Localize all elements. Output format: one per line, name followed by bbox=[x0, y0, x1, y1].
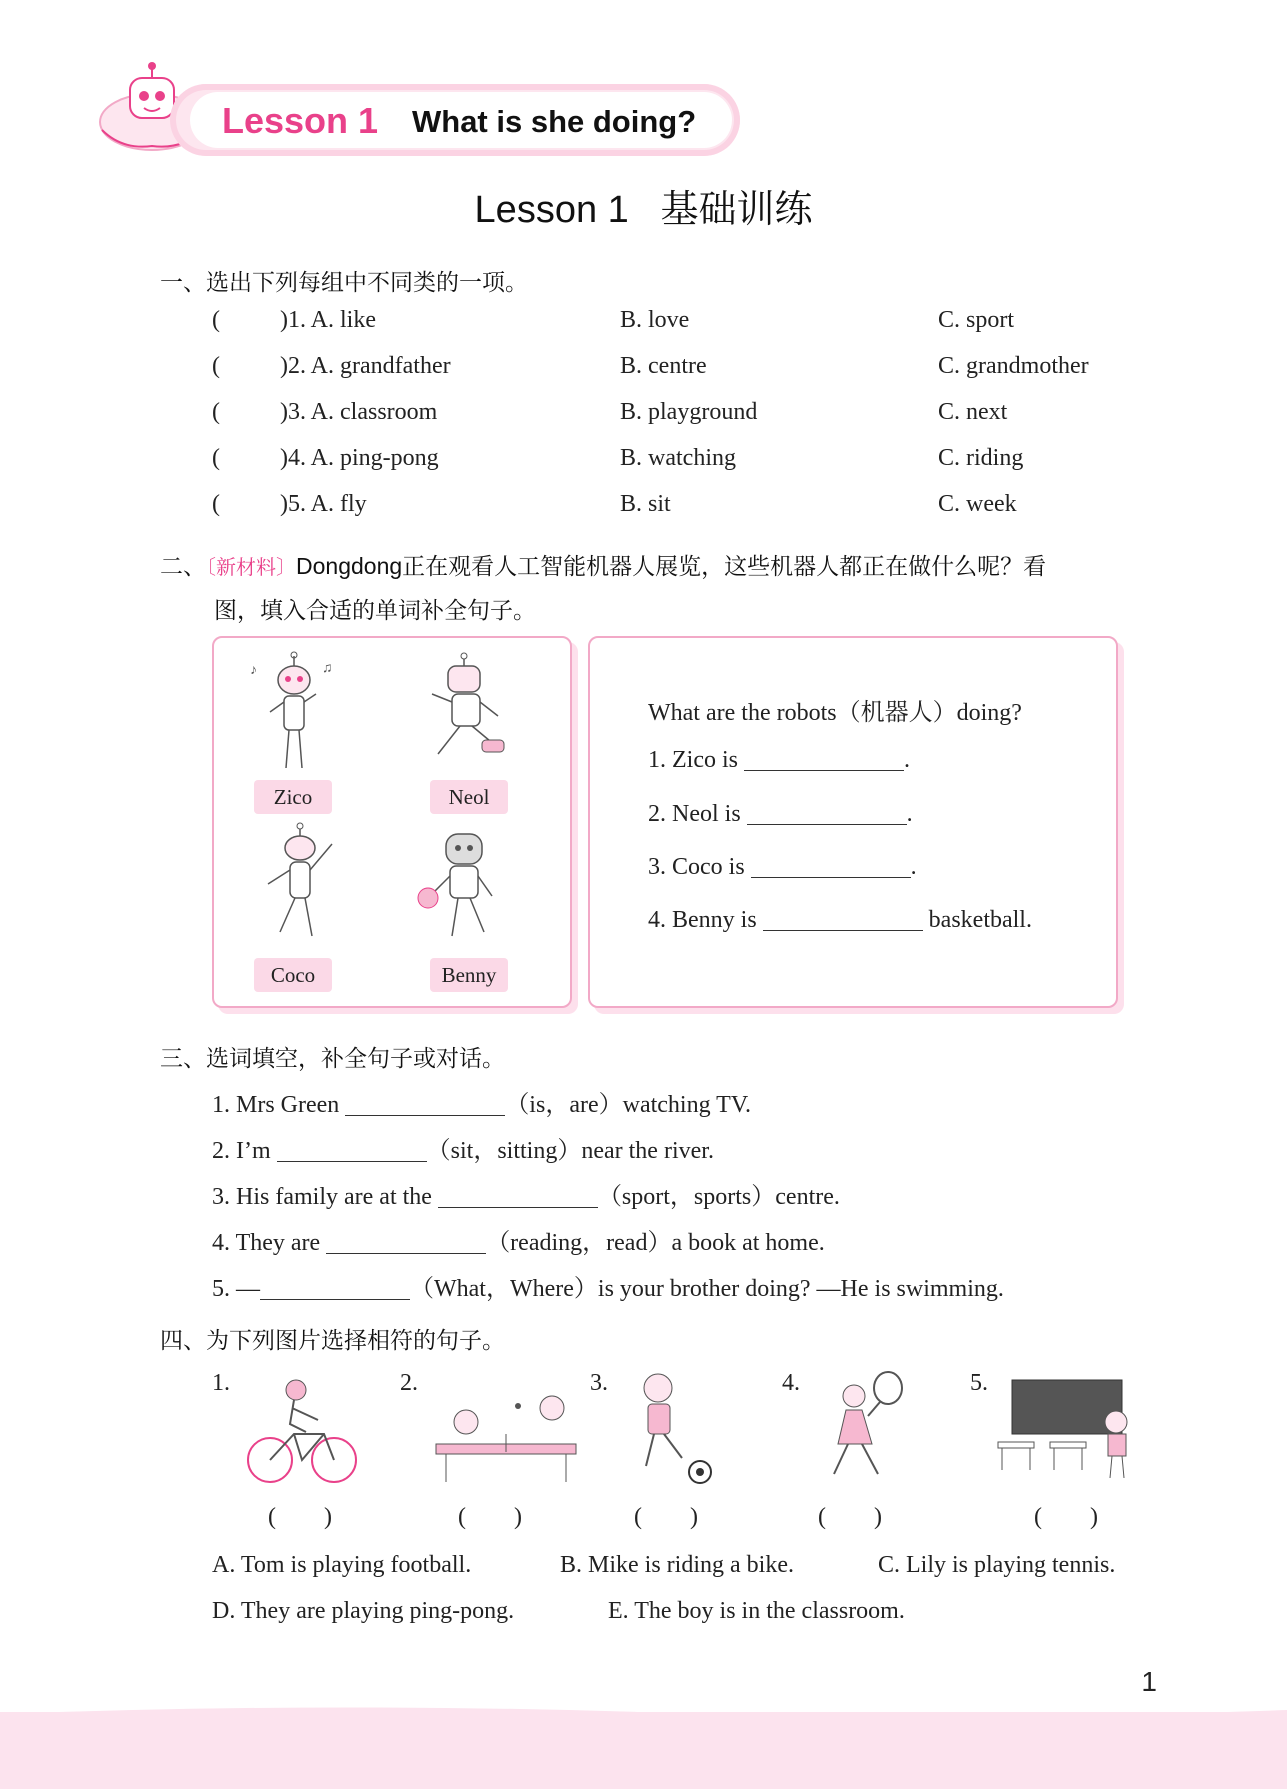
sentence-start: 5. — bbox=[212, 1276, 260, 1302]
fill-blank[interactable] bbox=[744, 744, 904, 771]
robot-name-label: Benny bbox=[430, 958, 508, 992]
sentence-end: basketball. bbox=[928, 907, 1032, 933]
footer-band bbox=[0, 1712, 1287, 1789]
option-b: B. sit bbox=[620, 491, 671, 517]
sentence-end: （sit，sitting）near the river. bbox=[426, 1138, 714, 1164]
lesson-title: What is she doing? bbox=[412, 104, 697, 139]
robot-name-label: Neol bbox=[430, 780, 508, 814]
section2-prefix: 二、 bbox=[160, 553, 206, 579]
section2-title-line2: 图，填入合适的单词补全句子。 bbox=[214, 597, 536, 623]
picture-riding-bike bbox=[244, 1374, 360, 1490]
fill-blank[interactable] bbox=[326, 1227, 486, 1254]
section3-item bbox=[212, 1176, 840, 1211]
section2-title bbox=[160, 548, 1046, 581]
section3-item bbox=[212, 1268, 1004, 1303]
section1-title: 一、选出下列每组中不同类的一项。 bbox=[160, 269, 528, 295]
robots-question: What are the robots（机器人）doing? bbox=[648, 700, 1022, 726]
fill-blank[interactable] bbox=[345, 1089, 505, 1116]
answer-paren[interactable]: ( bbox=[212, 307, 220, 333]
page-number: 1 bbox=[1141, 1666, 1157, 1697]
fill-blank[interactable] bbox=[747, 798, 907, 825]
option-a: )3. A. classroom bbox=[280, 399, 438, 425]
sentence-start: 1. Zico is bbox=[648, 747, 738, 773]
answer-paren[interactable]: ( bbox=[212, 491, 220, 517]
sentence-end: （is，are）watching TV. bbox=[505, 1092, 752, 1118]
robot-coco-figure bbox=[250, 820, 350, 950]
sentence-end: . bbox=[904, 747, 910, 773]
answer-paren[interactable]: ( ) bbox=[818, 1504, 882, 1530]
sentence-start: 4. They are bbox=[212, 1230, 321, 1256]
answer-paren[interactable]: ( ) bbox=[458, 1504, 522, 1530]
answer-paren[interactable]: ( ) bbox=[1034, 1504, 1098, 1530]
robot-zico-figure bbox=[244, 650, 344, 780]
robot-sentence bbox=[648, 904, 1032, 934]
section1-row bbox=[212, 307, 376, 334]
option-b: B. playground bbox=[620, 399, 758, 425]
sentence-end: （sport，sports）centre. bbox=[597, 1184, 840, 1210]
picture-football bbox=[620, 1370, 720, 1490]
picture-tennis bbox=[812, 1370, 912, 1490]
option-a: )5. A. fly bbox=[280, 491, 367, 517]
option-c: C. sport bbox=[938, 307, 1015, 333]
section1-row bbox=[212, 491, 367, 518]
sentence-end: . bbox=[910, 854, 917, 880]
sentence-start: 2. I’m bbox=[212, 1138, 271, 1164]
section1-row bbox=[212, 399, 437, 426]
answer-paren[interactable]: ( bbox=[212, 353, 220, 379]
option-c: C. riding bbox=[938, 445, 1024, 471]
section2-title-line1: Dongdong正在观看人工智能机器人展览，这些机器人都正在做什么呢？看 bbox=[296, 553, 1047, 579]
sentence-start: 3. His family are at the bbox=[212, 1184, 432, 1210]
answer-option: E. The boy is in the classroom. bbox=[608, 1598, 905, 1624]
section4-title: 四、为下列图片选择相符的句子。 bbox=[160, 1327, 505, 1353]
robot-sentence bbox=[648, 744, 910, 774]
answer-paren[interactable]: ( bbox=[212, 445, 220, 471]
sentence-end: （What，Where）is your brother doing? —He is swimming. bbox=[410, 1276, 1004, 1302]
sentence-start: 4. Benny is bbox=[648, 907, 757, 933]
picture-number: 5. bbox=[970, 1370, 988, 1396]
robot-sentence bbox=[648, 798, 913, 828]
section3-title: 三、选词填空，补全句子或对话。 bbox=[160, 1045, 505, 1071]
option-b: B. centre bbox=[620, 353, 707, 379]
sentence-end: . bbox=[906, 801, 913, 827]
option-b: B. love bbox=[620, 307, 690, 333]
lesson-tag: Lesson 1 bbox=[222, 100, 379, 141]
picture-number: 2. bbox=[400, 1370, 418, 1396]
robot-benny-figure bbox=[414, 826, 514, 952]
option-a: )2. A. grandfather bbox=[280, 353, 451, 379]
picture-number: 4. bbox=[782, 1370, 800, 1396]
section3-item bbox=[212, 1130, 714, 1165]
fill-blank[interactable] bbox=[763, 904, 923, 931]
picture-classroom bbox=[994, 1376, 1154, 1486]
answer-option: D. They are playing ping-pong. bbox=[212, 1598, 515, 1624]
picture-number: 1. bbox=[212, 1370, 230, 1396]
fill-blank[interactable] bbox=[260, 1273, 410, 1300]
option-c: C. grandmother bbox=[938, 353, 1089, 379]
robot-neol-figure bbox=[412, 650, 522, 780]
picture-ping-pong bbox=[426, 1386, 586, 1486]
sentence-end: （reading，read）a book at home. bbox=[486, 1230, 825, 1256]
answer-option: C. Lily is playing tennis. bbox=[878, 1552, 1116, 1578]
option-a: )1. A. like bbox=[280, 307, 376, 333]
section1-row bbox=[212, 353, 451, 380]
option-c: C. week bbox=[938, 491, 1017, 517]
answer-paren[interactable]: ( ) bbox=[634, 1504, 698, 1530]
robot-name-label: Zico bbox=[254, 780, 332, 814]
page-title: Lesson 1 基础训练 bbox=[474, 189, 813, 231]
section3-item bbox=[212, 1084, 751, 1119]
picture-number: 3. bbox=[590, 1370, 608, 1396]
option-b: B. watching bbox=[620, 445, 736, 471]
section3-item bbox=[212, 1222, 825, 1257]
answer-option: B. Mike is riding a bike. bbox=[560, 1552, 794, 1578]
fill-blank[interactable] bbox=[438, 1181, 598, 1208]
robot-name-label: Coco bbox=[254, 958, 332, 992]
answer-paren[interactable]: ( bbox=[212, 399, 220, 425]
sentence-start: 1. Mrs Green bbox=[212, 1092, 340, 1118]
option-c: C. next bbox=[938, 399, 1008, 425]
option-a: )4. A. ping-pong bbox=[280, 445, 439, 471]
new-material-tag: 〔新材料〕 bbox=[206, 557, 296, 579]
fill-blank[interactable] bbox=[277, 1135, 427, 1162]
sentence-start: 2. Neol is bbox=[648, 801, 741, 827]
robot-sentence bbox=[648, 851, 917, 881]
answer-paren[interactable]: ( ) bbox=[268, 1504, 332, 1530]
answer-option: A. Tom is playing football. bbox=[212, 1552, 472, 1578]
section1-row bbox=[212, 445, 439, 472]
svg-text:♪: ♪ bbox=[250, 663, 257, 678]
svg-text:♫: ♫ bbox=[322, 661, 333, 676]
sentence-start: 3. Coco is bbox=[648, 854, 745, 880]
fill-blank[interactable] bbox=[751, 851, 911, 878]
